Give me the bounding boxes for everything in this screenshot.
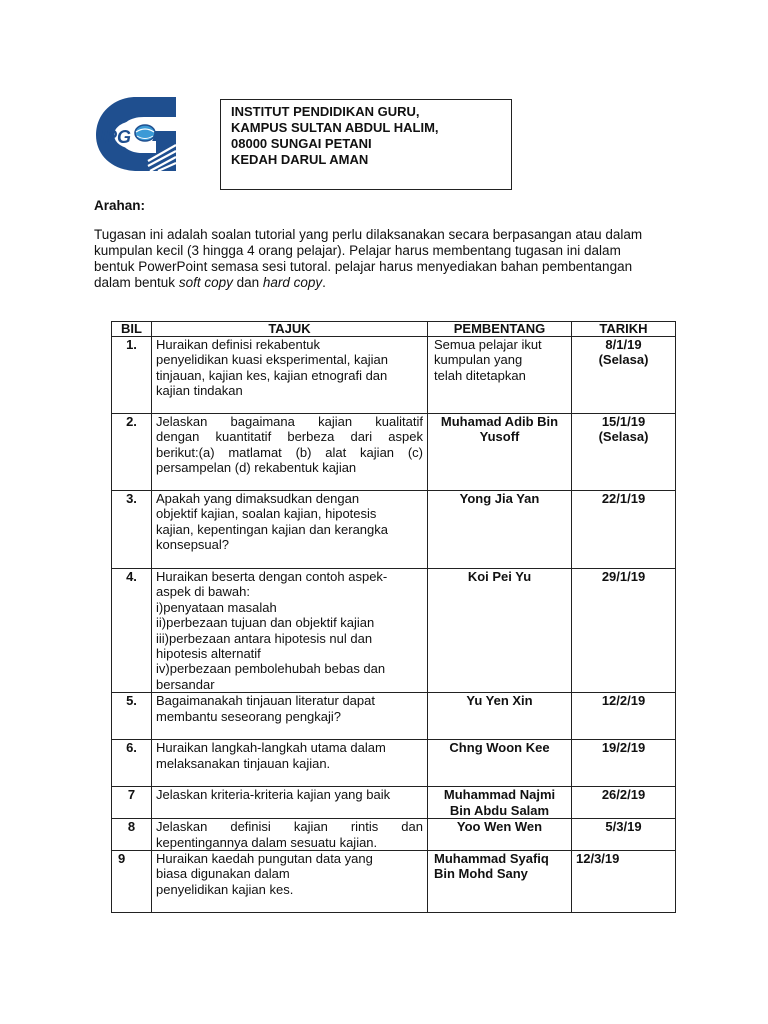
tajuk-line: Bagaimanakah tinjauan literatur dapat [156,693,375,709]
cell-tajuk [152,851,428,913]
cell-bil: 9 [112,851,152,913]
pembentang-line: Muhamad Adib Bin [440,414,559,429]
pembentang-line: Yong Jia Yan [459,491,540,506]
table-row [112,337,676,414]
instructions-paragraph [94,227,694,291]
pembentang-line: Koi Pei Yu [467,569,532,584]
column-header-tajuk: TAJUK [152,322,428,337]
pembentang-line: Chng Woon Kee [449,740,550,756]
tarikh-line: 19/2/19 [601,740,646,756]
soft-copy-text: soft copy [178,275,233,290]
cell-tajuk [152,740,428,787]
instructions-line: Tugasan ini adalah soalan tutorial yang perlu dilaksanakan secara berpasangan atau dalam [94,227,643,242]
instructions-line: kumpulan kecil (3 hingga 4 orang pelajar). Pelajar harus membentang tugasan ini dalam [94,243,621,258]
column-header-pembentang: PEMBENTANG [428,322,572,337]
svg-text:IPG: IPG [100,127,132,147]
cell-tarikh [572,414,676,491]
cell-tajuk [152,491,428,569]
instructions-line [94,275,694,291]
instructions-text: . [322,275,326,290]
tajuk-line: membantu seseorang pengkaji? [156,708,342,724]
tajuk-line: i)penyataan masalah [156,599,277,615]
cell-bil: 7 [112,787,152,819]
cell-tajuk [152,693,428,740]
table-row [112,414,676,491]
institution-line: KAMPUS SULTAN ABDUL HALIM, [231,120,439,135]
tajuk-line: Huraikan definisi rekabentuk [156,337,321,352]
institution-line: INSTITUT PENDIDIKAN GURU, [231,104,420,119]
cell-pembentang [428,414,572,491]
tajuk-line: Apakah yang dimaksudkan dengan [156,491,360,506]
tarikh-line: 26/2/19 [601,787,646,803]
cell-tajuk [152,787,428,819]
cell-tarikh [572,491,676,569]
tajuk-line: objektif kajian, soalan kajian, hipotesis [156,506,377,522]
cell-pembentang [428,337,572,414]
tajuk-line: Jelaskan kriteria-kriteria kajian yang baik [156,787,391,803]
tajuk-line: kepentingannya dalam sesuatu kajian. [156,834,378,850]
cell-tarikh [572,851,676,913]
table-row [112,740,676,787]
arahan-heading: Arahan: [94,198,146,213]
instructions-text: dalam bentuk [94,275,179,290]
cell-pembentang [428,491,572,569]
pembentang-line: Yoo Wen Wen [456,819,543,835]
table-row [112,851,676,913]
table-row [112,569,676,693]
tajuk-line: hipotesis alternatif [156,646,261,662]
institution-line: KEDAH DARUL AMAN [231,152,369,167]
tarikh-line: (Selasa) [598,429,649,445]
cell-bil: 6. [112,740,152,787]
pembentang-line: Yusoff [479,429,520,445]
table-row [112,693,676,740]
table-row [112,787,676,819]
column-header-bil: BIL [112,322,152,337]
tarikh-line: 5/3/19 [605,819,642,835]
table-row [112,819,676,851]
tarikh-line: 15/1/19 [601,414,646,429]
tajuk-line: biasa digunakan dalam [156,866,290,882]
tarikh-line: 22/1/19 [601,491,646,506]
cell-tarikh [572,337,676,414]
hard-copy-text: hard copy [262,275,323,290]
tajuk-line: kajian, kepentingan kajian dan kerangka [156,521,389,537]
tajuk-line: tinjauan, kajian kes, kajian etnografi dan [156,367,388,383]
pembentang-line: kumpulan yang [434,352,523,368]
instructions-line: bentuk PowerPoint semasa sesi tutoral. pelajar harus menyediakan bahan pembentangan [94,259,633,274]
tajuk-line: kajian tindakan [156,383,243,399]
tarikh-line: 12/2/19 [601,693,646,709]
tajuk-line: iv)perbezaan pembolehubah bebas dan [156,661,386,677]
tajuk-line: Huraikan beserta dengan contoh aspek- [156,569,388,584]
cell-bil: 5. [112,693,152,740]
pembentang-line: Muhammad Najmi [443,787,556,803]
cell-tarikh [572,787,676,819]
cell-tajuk [152,337,428,414]
pembentang-line: Semua pelajar ikut [434,337,542,352]
ipg-logo-icon [92,95,178,173]
tajuk-line: iii)perbezaan antara hipotesis nul dan [156,630,373,646]
pembentang-line: Bin Abdu Salam [449,802,550,818]
tarikh-line: 12/3/19 [576,851,620,867]
cell-tajuk [152,569,428,693]
cell-bil: 8 [112,819,152,851]
tarikh-line: (Selasa) [598,352,649,368]
tajuk-line: penyelidikan kuasi eksperimental, kajian [156,352,388,368]
cell-pembentang [428,787,572,819]
cell-pembentang [428,740,572,787]
tajuk-line: penyelidikan kajian kes. [156,881,294,897]
ipg-logo [92,95,178,173]
cell-tarikh [572,693,676,740]
tajuk-line: konsepsual? [156,537,229,553]
tajuk-line: bersandar [156,676,215,692]
cell-pembentang [428,569,572,693]
cell-tajuk [152,819,428,851]
tajuk-line: Huraikan kaedah pungutan data yang [156,851,373,867]
tutorial-schedule-table [111,321,676,913]
table-header-row [112,322,676,337]
tajuk-line: ii)perbezaan tujuan dan objektif kajian [156,615,375,631]
cell-pembentang [428,851,572,913]
cell-pembentang [428,819,572,851]
cell-tajuk [152,414,428,491]
tajuk-line: berikut:(a) matlamat (b) alat kajian (c) [156,444,423,460]
institution-box [220,99,512,190]
tajuk-line: melaksanakan tinjauan kajian. [156,755,331,771]
table-row [112,491,676,569]
tajuk-line: Huraikan langkah-langkah utama dalam [156,740,386,756]
pembentang-line: Bin Mohd Sany [434,866,528,882]
pembentang-line: Yu Yen Xin [466,693,533,709]
tajuk-line: Jelaskan definisi kajian rintis dan [156,819,423,835]
cell-tarikh [572,819,676,851]
cell-bil: 2. [112,414,152,491]
cell-tarikh [572,740,676,787]
cell-bil: 3. [112,491,152,569]
tajuk-line: dengan kuantitatif berbeza dari aspek [156,429,423,445]
column-header-tarikh: TARIKH [572,322,676,337]
cell-pembentang [428,693,572,740]
cell-bil: 4. [112,569,152,693]
instructions-text: dan [232,275,263,290]
cell-bil: 1. [112,337,152,414]
institution-line: 08000 SUNGAI PETANI [231,136,372,151]
tarikh-line: 8/1/19 [605,337,642,352]
tajuk-line: Jelaskan bagaimana kajian kualitatif [156,414,423,429]
pembentang-line: Muhammad Syafiq [434,851,549,867]
cell-tarikh [572,569,676,693]
tajuk-line: aspek di bawah: [156,584,250,600]
tajuk-line: persampelan (d) rekabentuk kajian [156,460,357,476]
tarikh-line: 29/1/19 [601,569,646,584]
pembentang-line: telah ditetapkan [434,367,526,383]
